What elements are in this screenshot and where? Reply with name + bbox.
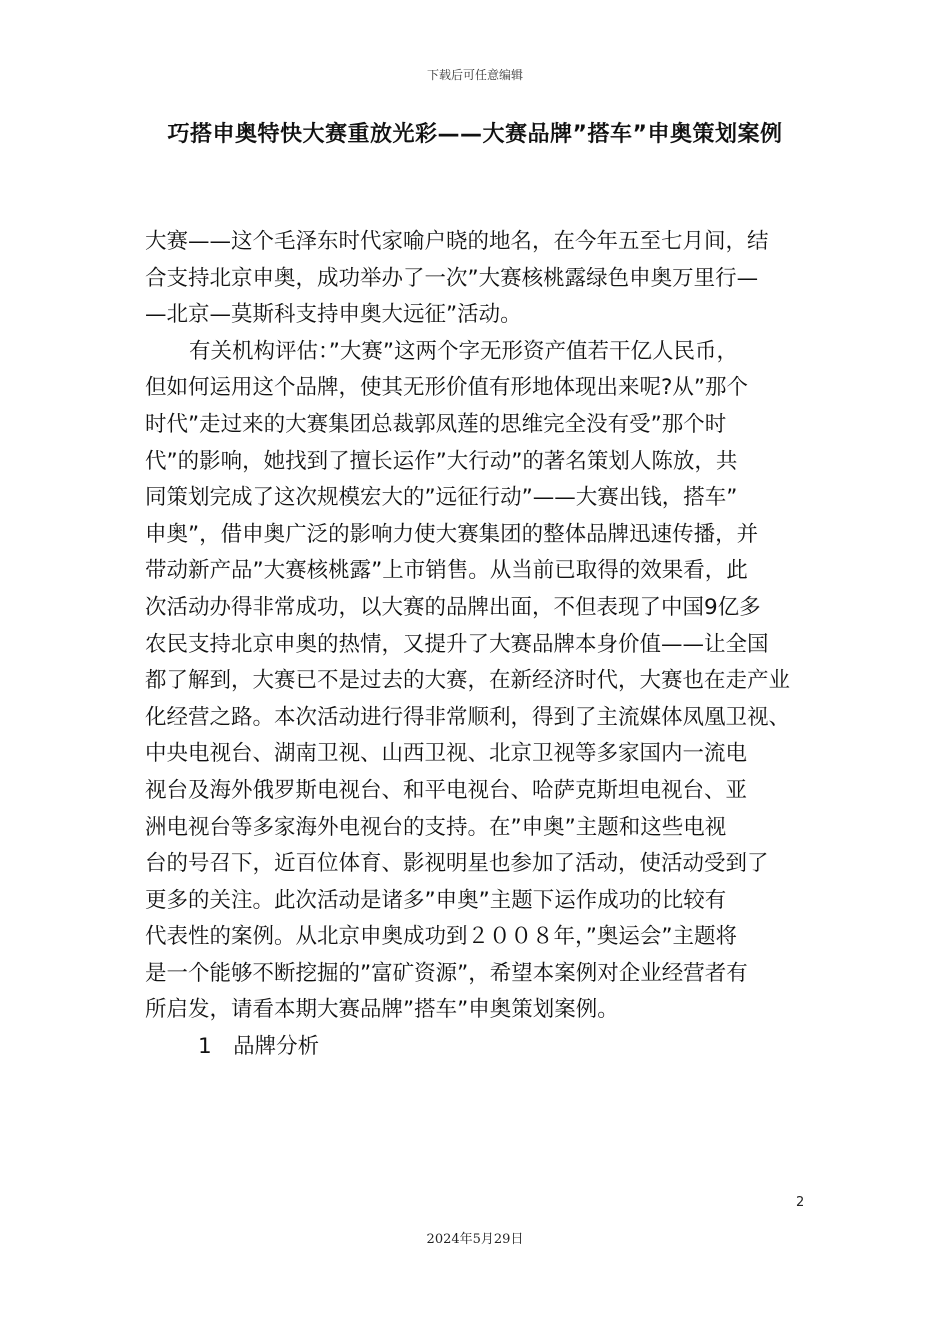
paragraph-line: 化经营之路。本次活动进行得非常顺利，得到了主流媒体凤凰卫视、 xyxy=(145,704,791,730)
document-title: 巧搭申奥特快大赛重放光彩——大赛品牌”搭车”申奥策划案例 xyxy=(167,122,783,147)
section-heading: 1 品牌分析 xyxy=(198,1034,320,1060)
paragraph-line: 但如何运用这个品牌，使其无形价值有形地体现出来呢?从”那个 xyxy=(145,375,749,401)
paragraph-line: 都了解到，大赛已不是过去的大赛，在新经济时代，大赛也在走产业 xyxy=(145,668,791,694)
paragraph-line: 洲电视台等多家海外电视台的支持。在”申奥”主题和这些电视 xyxy=(145,814,727,840)
paragraph-line: 台的号召下，近百位体育、影视明星也参加了活动，使活动受到了 xyxy=(145,851,769,877)
footer-date: 2024年5月29日 xyxy=(426,1232,524,1247)
paragraph-line: —北京—莫斯科支持申奥大远征”活动。 xyxy=(145,302,522,328)
paragraph-line: 代表性的案例。从北京申奥成功到２００８年，”奥运会”主题将 xyxy=(145,924,738,950)
header-note: 下载后可任意编辑 xyxy=(426,68,523,82)
paragraph-line: 大赛——这个毛泽东时代家喻户晓的地名，在今年五至七月间，结 xyxy=(145,229,769,254)
paragraph-line: 有关机构评估：”大赛”这两个字无形资产值若干亿人民币， xyxy=(189,338,739,364)
paragraph-line: 中央电视台、湖南卫视、山西卫视、北京卫视等多家国内一流电 xyxy=(145,741,748,767)
paragraph-line: 时代”走过来的大赛集团总裁郭凤莲的思维完全没有受”那个时 xyxy=(145,411,727,437)
body-text xyxy=(145,224,810,1066)
paragraph-line: 合支持北京申奥，成功举办了一次”大赛核桃露绿色申奥万里行— xyxy=(145,265,759,291)
page-number: 2 xyxy=(796,1195,805,1210)
paragraph-line: 所启发，请看本期大赛品牌”搭车”申奥策划案例。 xyxy=(145,997,619,1023)
paragraph-line: 视台及海外俄罗斯电视台、和平电视台、哈萨克斯坦电视台、亚 xyxy=(145,777,748,803)
paragraph-line: 申奥”，借申奥广泛的影响力使大赛集团的整体品牌迅速传播，并 xyxy=(145,521,759,547)
paragraph-line: 更多的关注。此次活动是诸多”申奥”主题下运作成功的比较有 xyxy=(145,887,727,913)
paragraph-line: 带动新产品”大赛核桃露”上市销售。从当前已取得的效果看，此 xyxy=(145,558,748,584)
paragraph-line: 是一个能够不断挖掘的”富矿资源”，希望本案例对企业经营者有 xyxy=(145,960,748,986)
paragraph-line: 农民支持北京申奥的热情，又提升了大赛品牌本身价值——让全国 xyxy=(145,631,769,657)
paragraph-line: 同策划完成了这次规模宏大的”远征行动”——大赛出钱，搭车” xyxy=(145,485,738,511)
paragraph-line: 次活动办得非常成功，以大赛的品牌出面，不但表现了中国9亿多 xyxy=(145,594,761,620)
paragraph-line: 代”的影响，她找到了擅长运作”大行动”的著名策划人陈放，共 xyxy=(145,448,738,474)
